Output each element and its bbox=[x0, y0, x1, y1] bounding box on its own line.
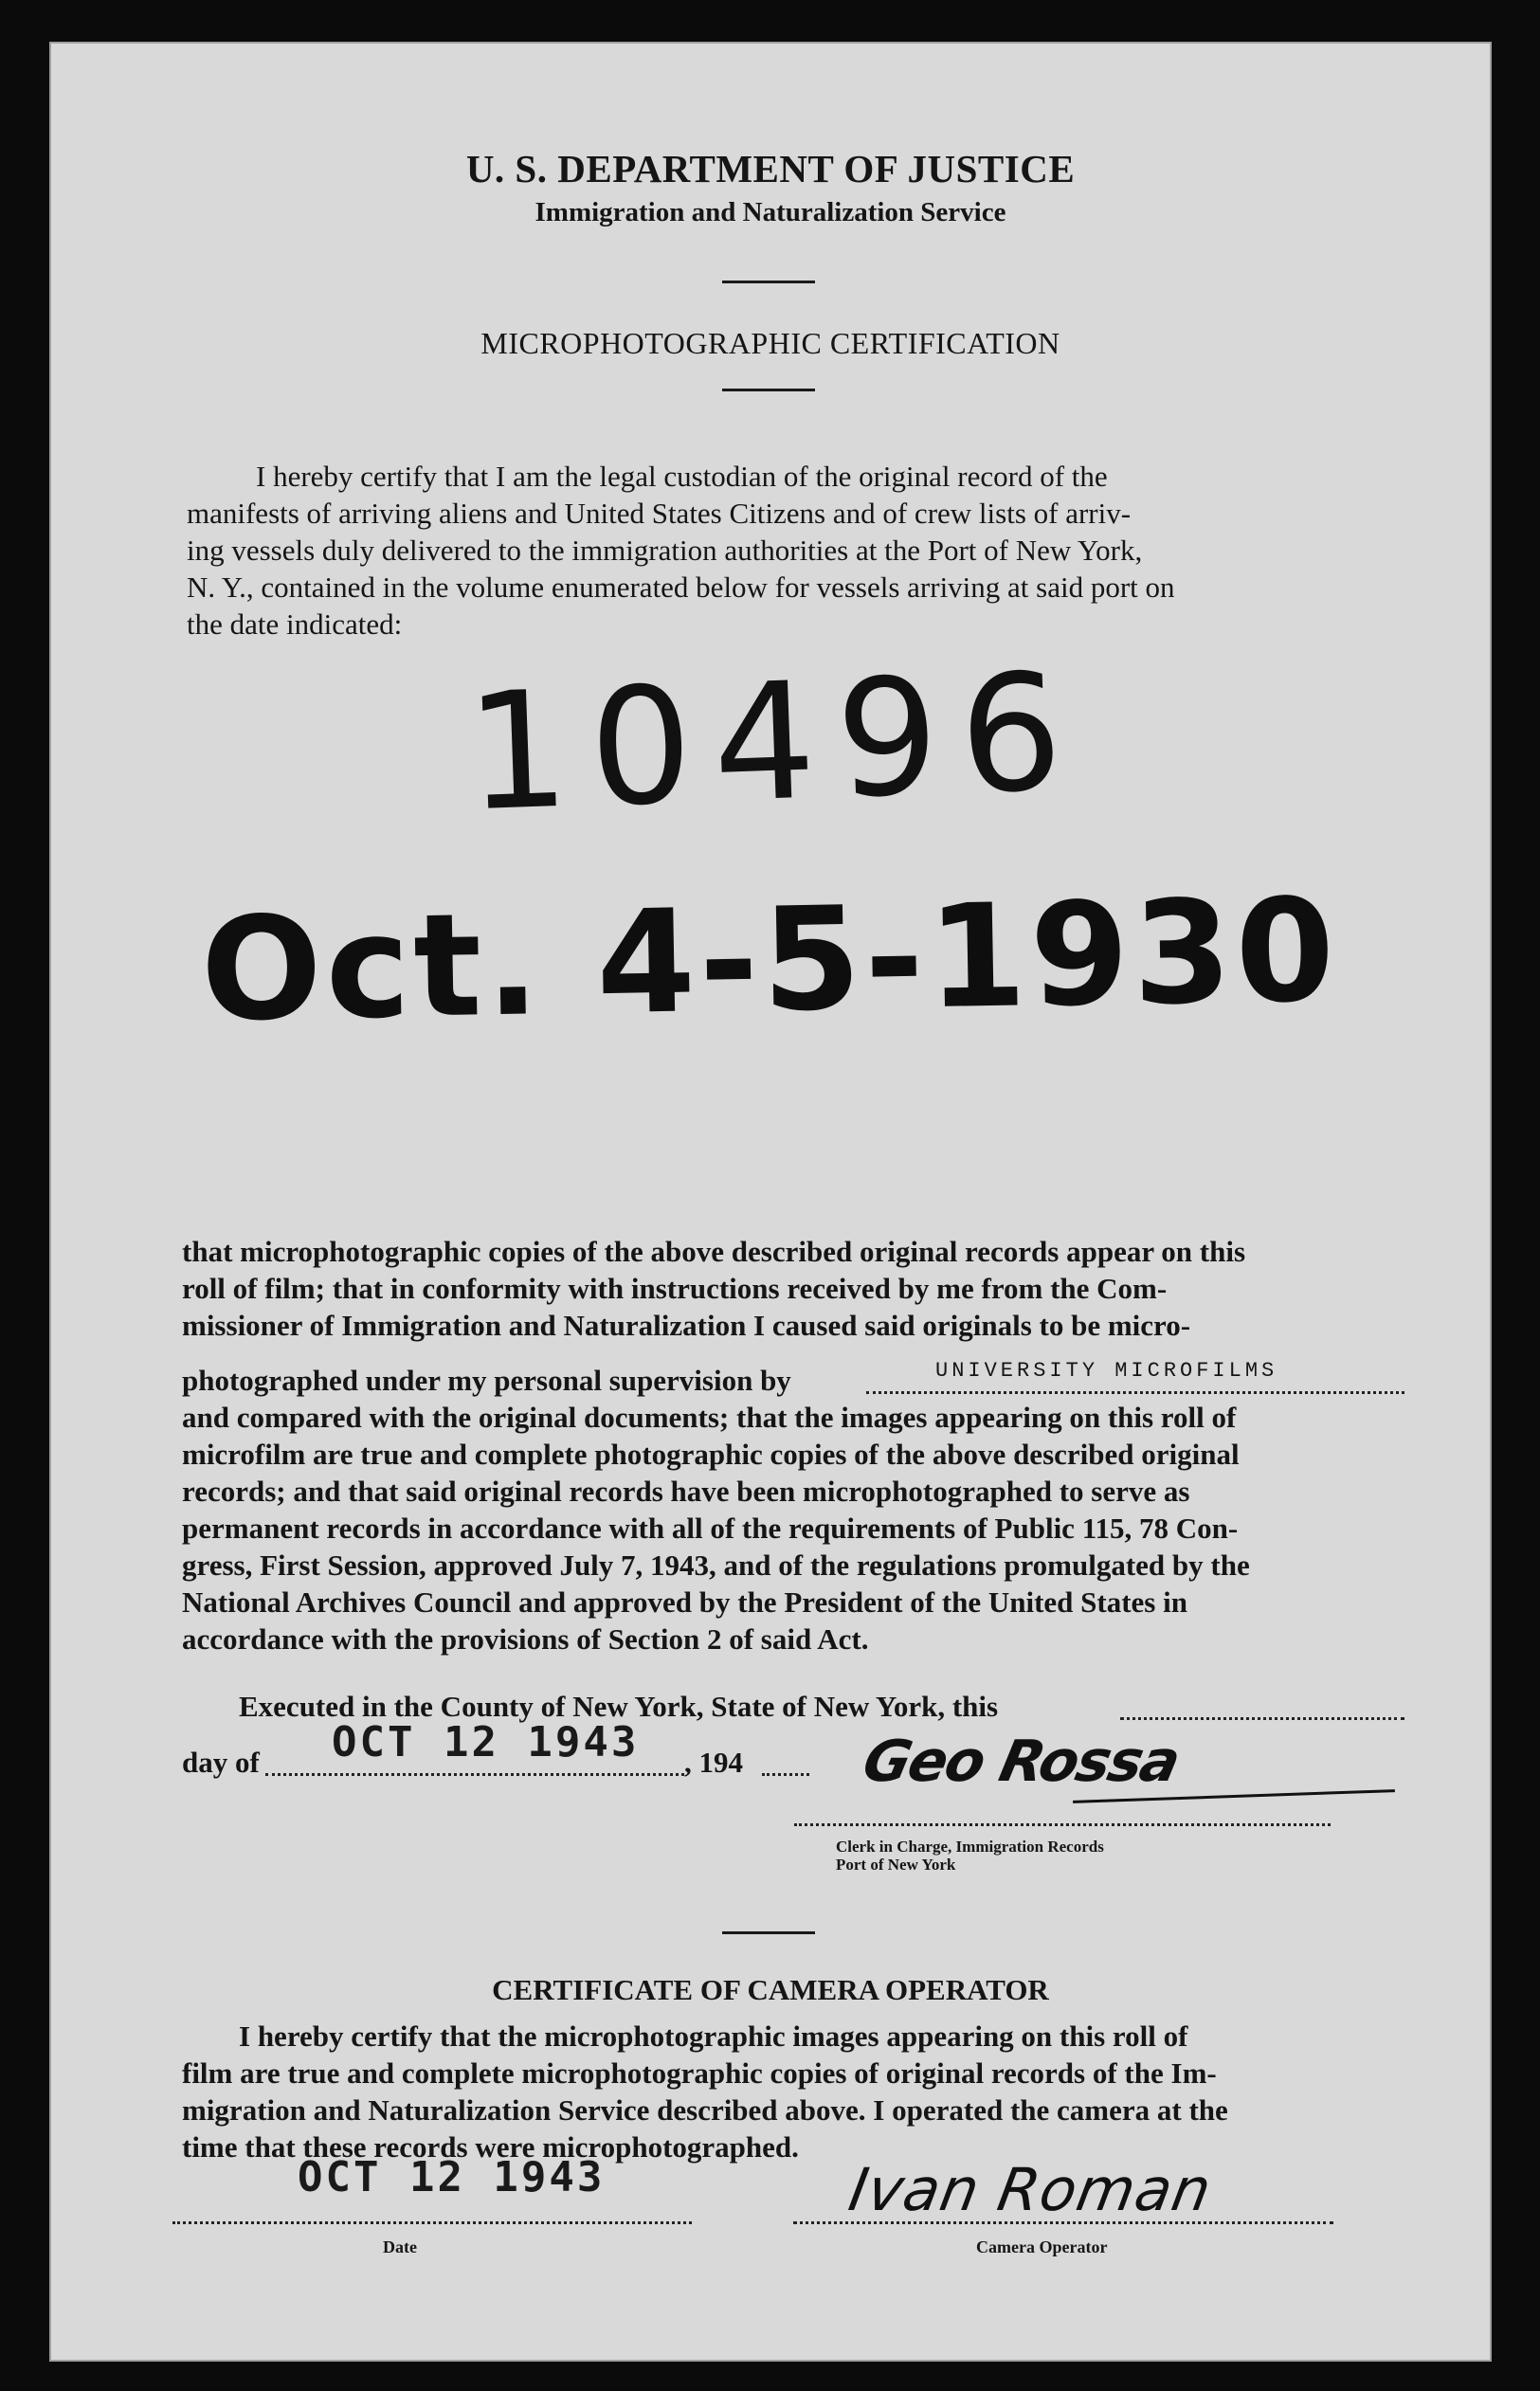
clerk-title: Clerk in Charge, Immigration Records bbox=[836, 1838, 1104, 1856]
clerk-signature: Geo Rossa bbox=[857, 1729, 1185, 1795]
divider bbox=[722, 281, 815, 283]
camera-line: time that these records were microphotographed. bbox=[182, 2130, 799, 2164]
day-of-label: day of bbox=[182, 1746, 260, 1779]
camera-line: migration and Naturalization Service described above. I operated the camera at the bbox=[182, 2093, 1228, 2127]
body-line: roll of film; that in conformity with instructions received by me from the Com- bbox=[182, 1272, 1168, 1305]
day-of-fill-line bbox=[265, 1773, 684, 1776]
divider bbox=[722, 1931, 815, 1934]
divider bbox=[722, 389, 815, 391]
body-line: and compared with the original documents; that the images appearing on this roll of bbox=[182, 1401, 1237, 1434]
supervision-prefix: photographed under my personal supervision by bbox=[182, 1364, 791, 1397]
handwritten-date-range: Oct. 4-5-1930 bbox=[199, 868, 1340, 1054]
camera-operator-label: Camera Operator bbox=[976, 2237, 1108, 2256]
camera-line: film are true and complete microphotographic copies of original records of the Im- bbox=[182, 2056, 1217, 2090]
body-line: accordance with the provisions of Section 2 of said Act. bbox=[182, 1622, 869, 1656]
body-line: National Archives Council and approved by the President of the United States in bbox=[182, 1585, 1187, 1619]
body-line: permanent records in accordance with all of the requirements of Public 115, 78 Con- bbox=[182, 1512, 1239, 1545]
camera-date-stamp: OCT 12 1943 bbox=[298, 2153, 606, 2201]
clerk-office: Port of New York bbox=[836, 1856, 956, 1874]
year-prefix: , 194 bbox=[684, 1746, 743, 1779]
intro-line: manifests of arriving aliens and United States Citizens and of crew lists of arriv- bbox=[187, 497, 1132, 530]
intro-line: N. Y., contained in the volume enumerated below for vessels arriving at said port on bbox=[187, 571, 1175, 604]
body-line: gress, First Session, approved July 7, 1943, and of the regulations promulgated by the bbox=[182, 1549, 1250, 1582]
intro-line: ing vessels duly delivered to the immigration authorities at the Port of New York, bbox=[187, 534, 1143, 567]
camera-certificate-heading: CERTIFICATE OF CAMERA OPERATOR bbox=[492, 1973, 1049, 2006]
execution-date-stamp: OCT 12 1943 bbox=[332, 1718, 640, 1766]
camera-operator-signature: Ivan Roman bbox=[843, 2155, 1218, 2224]
intro-line: the date indicated: bbox=[187, 607, 403, 641]
certification-title: MICROPHOTOGRAPHIC CERTIFICATION bbox=[480, 326, 1060, 360]
date-label: Date bbox=[383, 2237, 417, 2256]
clerk-signature-line bbox=[794, 1823, 1331, 1826]
service-subheading: Immigration and Naturalization Service bbox=[534, 197, 1006, 227]
camera-line: I hereby certify that the microphotographic images appearing on this roll of bbox=[239, 2020, 1188, 2053]
body-line: missioner of Immigration and Naturalization I caused said originals to be micro- bbox=[182, 1309, 1191, 1342]
firm-fill-line bbox=[866, 1391, 1404, 1394]
body-line: records; and that said original records have been microphotographed to serve as bbox=[182, 1475, 1190, 1508]
execution-day-fill-line bbox=[1120, 1717, 1404, 1720]
executed-text: Executed in the County of New York, State of New York, this bbox=[239, 1690, 999, 1723]
date-fill-line bbox=[172, 2221, 692, 2224]
year-fill-line bbox=[762, 1773, 809, 1776]
intro-line: I hereby certify that I am the legal custodian of the original record of the bbox=[256, 460, 1108, 493]
microfilm-firm-name: UNIVERSITY MICROFILMS bbox=[935, 1359, 1278, 1383]
certificate-page bbox=[49, 42, 1492, 2362]
handwritten-volume-number: 10496 bbox=[462, 638, 1087, 848]
department-heading: U. S. DEPARTMENT OF JUSTICE bbox=[465, 147, 1076, 190]
operator-signature-line bbox=[793, 2221, 1333, 2224]
body-line: that microphotographic copies of the above described original records appear on this bbox=[182, 1235, 1246, 1268]
body-line: microfilm are true and complete photographic copies of the above described original bbox=[182, 1438, 1240, 1471]
